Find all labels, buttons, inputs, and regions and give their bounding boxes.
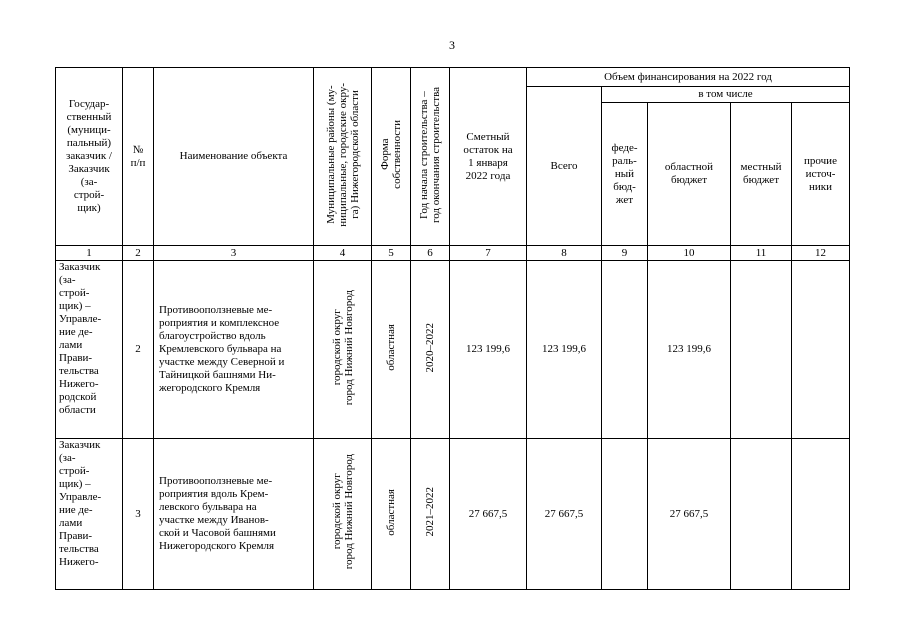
column-number: 12 [792,246,850,261]
row-other [792,439,850,590]
row-object-name: Противооползневые ме- роприятия вдоль Крем- левского бульвара на участке между Иванов- ской и Часовой башнями Нижегородского Кремля [154,439,314,590]
row-local [731,439,792,590]
row-estimate: 123 199,6 [450,261,527,439]
row-years: 2021–2022 [424,487,436,537]
financing-table [55,67,850,590]
header-years: Год начала строительства – год окончания строительства [418,86,442,223]
column-number: 3 [154,246,314,261]
row-ownership-cell [372,261,411,439]
header-regional: областной бюджет [648,103,731,246]
row-years: 2020–2022 [424,322,436,373]
row-estimate: 27 667,5 [450,439,527,590]
row-municipal: городской округ город Нижний Новгород [330,289,355,406]
row-object-name: Противооползневые ме- роприятия и комплексное благоустройство вдоль Кремлевского бульвара на участке между Северной и Тайницкой башнями Ни- жегородского Кремля [154,261,314,439]
header-customer: Государ- ственный (муници- пальный) заказчик / Заказчик (за- строй- щик) [56,68,123,246]
row-total: 27 667,5 [527,439,602,590]
row-municipal-cell [314,439,372,590]
header-years-cell [411,68,450,246]
header-financing: Объем финансирования на 2022 год [527,68,850,87]
column-number: 7 [450,246,527,261]
header-ownership-cell [372,68,411,246]
header-object-name: Наименование объекта [154,68,314,246]
column-number: 10 [648,246,731,261]
row-customer: Заказчик (за- строй- щик) – Управле- ние де- лами Прави- тельства Нижего- [56,439,123,590]
row-municipal-cell [314,261,372,439]
row-years-cell [411,261,450,439]
row-ownership: областная [385,488,397,536]
column-number-row [56,246,850,261]
header-ownership: Форма собственности [379,120,403,189]
row-ownership: областная [385,324,397,371]
header-municipal: Муниципальные районы (му- ниципальные, городские окру- га) Нижегородской области [324,82,361,227]
table-row [56,439,850,590]
row-total: 123 199,6 [527,261,602,439]
row-num: 2 [123,261,154,439]
header-federal: феде- раль- ный бюд- жет [602,103,648,246]
row-federal [602,439,648,590]
row-num: 3 [123,439,154,590]
row-regional: 27 667,5 [648,439,731,590]
column-number: 5 [372,246,411,261]
row-other [792,261,850,439]
row-ownership-cell [372,439,411,590]
table-row [56,261,850,439]
row-regional: 123 199,6 [648,261,731,439]
header-municipal-cell [314,68,372,246]
column-number: 11 [731,246,792,261]
row-local [731,261,792,439]
column-number: 6 [411,246,450,261]
column-number: 9 [602,246,648,261]
column-number: 8 [527,246,602,261]
column-number: 2 [123,246,154,261]
column-number: 1 [56,246,123,261]
row-municipal: городской округ город Нижний Новгород [330,454,355,570]
header-local: местный бюджет [731,103,792,246]
row-customer: Заказчик (за- строй- щик) – Управле- ние де- лами Прави- тельства Нижего- родской области [56,261,123,439]
column-number: 4 [314,246,372,261]
header-estimate: Сметный остаток на 1 января 2022 года [450,68,527,246]
header-num: № п/п [123,68,154,246]
header-total: Всего [527,87,602,246]
row-federal [602,261,648,439]
header-other: прочие источ- ники [792,103,850,246]
page-number: 3 [449,38,455,52]
row-years-cell [411,439,450,590]
header-including: в том числе [602,87,850,103]
